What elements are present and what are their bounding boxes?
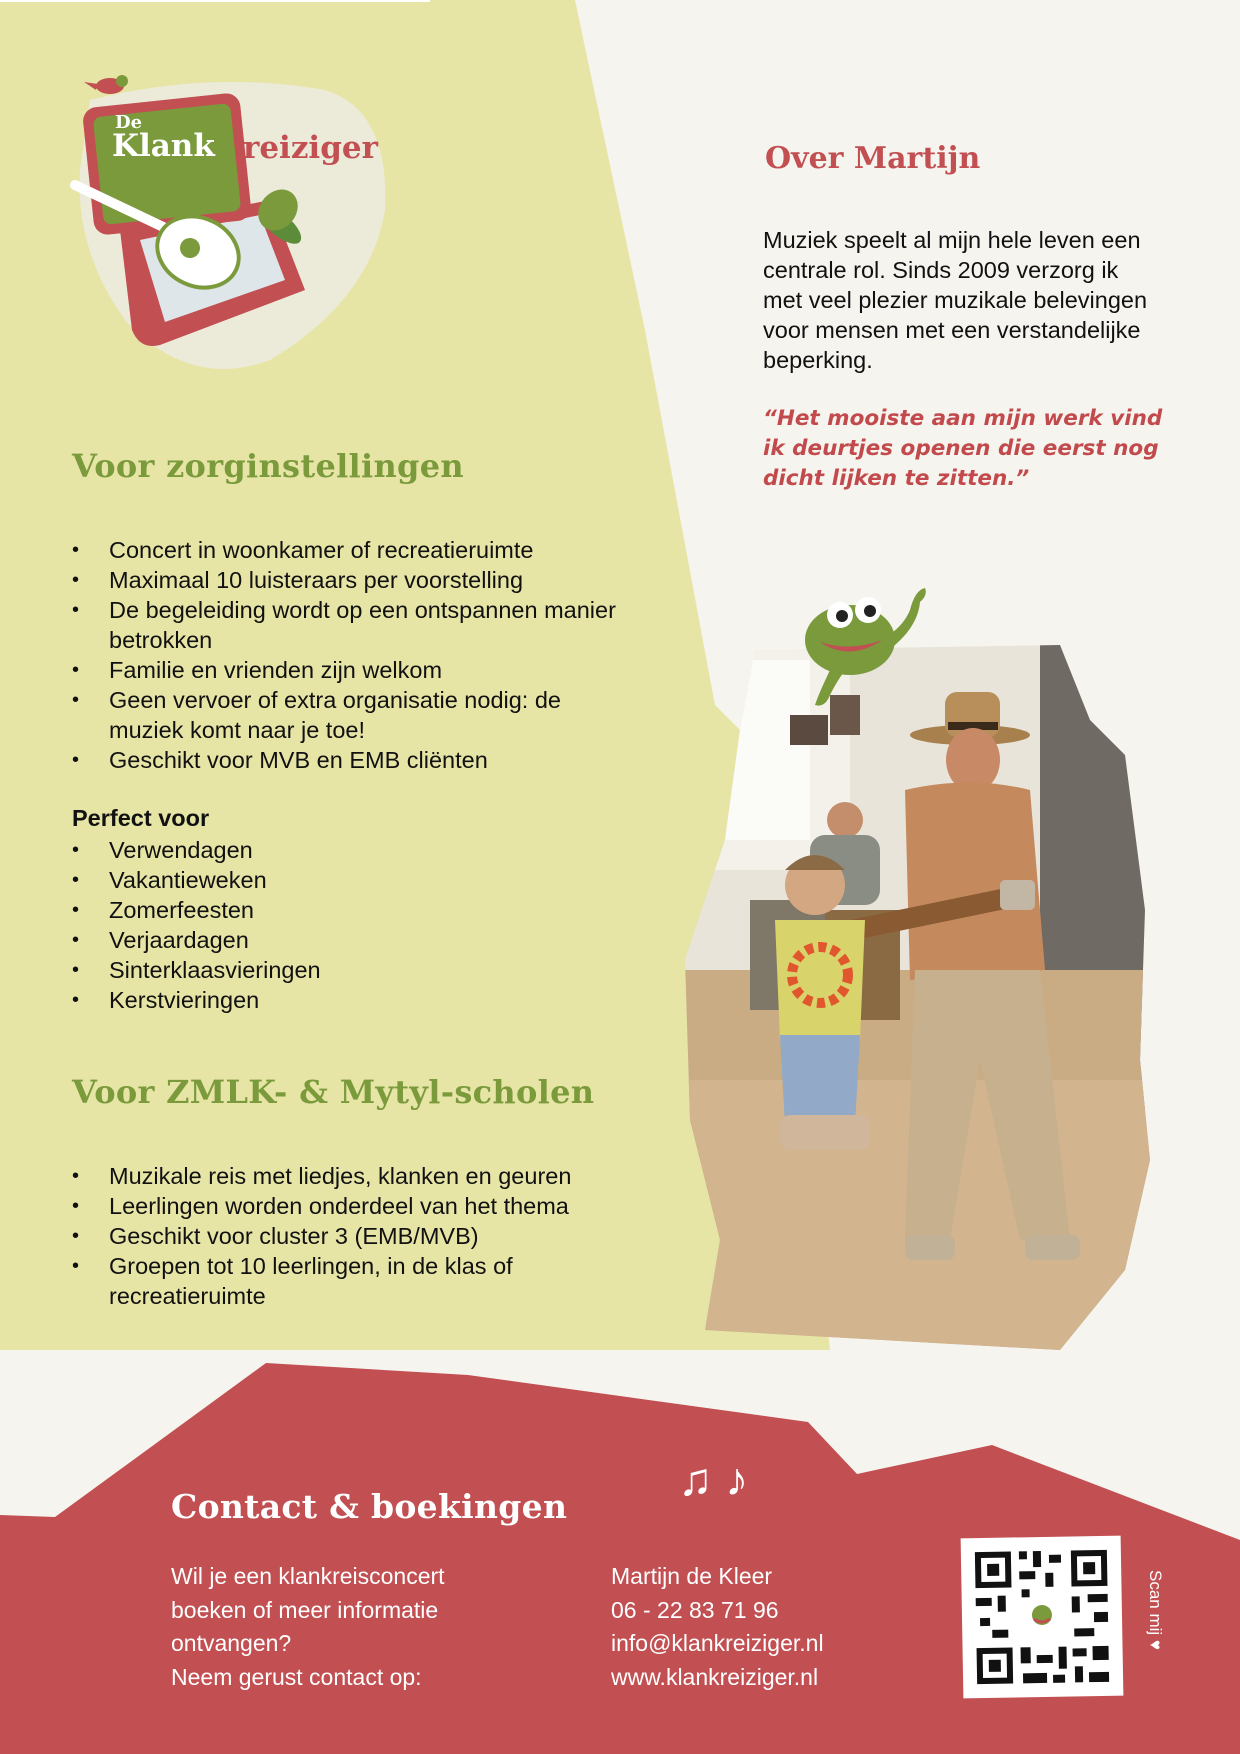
list-item: • Maximaal 10 luisteraars per voorstelling: [72, 565, 622, 595]
about-body: Muziek speelt al mijn hele leven een centrale rol. Sinds 2009 verzorg ik met veel plezier muzikale belevingen voor mensen met een verstandelijke beperking.: [763, 227, 1148, 373]
list-item: • Groepen tot 10 leerlingen, in de klas of recreatieruimte: [72, 1251, 612, 1311]
list-item: • Geschikt voor MVB en EMB cliënten: [72, 745, 622, 775]
list-item: • Kerstvieringen: [72, 985, 472, 1015]
contact-website[interactable]: www.klankreiziger.nl: [611, 1663, 819, 1690]
contact-intro-line: Wil je een klankreisconcert: [171, 1563, 445, 1589]
logo-word-reiziger: reiziger: [243, 130, 378, 166]
frog-icon: [800, 580, 930, 710]
about-quote: “Het mooiste aan mijn werk vind ik deurtjes openen die eerst nog dicht lijken te zitten.”: [763, 406, 1163, 491]
logo-word-klank: Klank: [112, 128, 215, 164]
about-title: Over Martijn: [765, 141, 981, 176]
list-item: • Geen vervoer of extra organisatie nodig: de muziek komt naar je toe!: [72, 685, 622, 745]
list-item: • Verwendagen: [72, 835, 472, 865]
list-item: • Vakantieweken: [72, 865, 472, 895]
list-item: • De begeleiding wordt op een ontspannen manier betrokken: [72, 595, 622, 655]
music-notes-icon: ♫ ♪: [678, 1453, 749, 1505]
contact-intro-line: boeken of meer informatie: [171, 1596, 439, 1623]
contact-title: Contact & boekingen: [171, 1487, 568, 1526]
schools-title: Voor ZMLK- & Mytyl-scholen: [72, 1073, 595, 1111]
perfect-list: [72, 835, 472, 1015]
qr-code-icon[interactable]: [961, 1536, 1124, 1699]
list-item: • Verjaardagen: [72, 925, 472, 955]
list-item: • Concert in woonkamer of recreatieruimte: [72, 535, 622, 565]
perfect-title: Perfect voor: [72, 805, 210, 831]
photo-musician-with-guitar: [680, 640, 1150, 1360]
contact-email[interactable]: info@klankreiziger.nl: [611, 1630, 824, 1656]
care-list: [72, 535, 622, 775]
list-item: • Muzikale reis met liedjes, klanken en geuren: [72, 1161, 612, 1191]
logo-word-de: De: [115, 112, 143, 133]
contact-intro-line: Neem gerust contact op:: [171, 1663, 422, 1690]
contact-details: [611, 1560, 911, 1694]
bird-icon: [84, 75, 128, 94]
contact-intro: [171, 1560, 551, 1694]
list-item: • Geschikt voor cluster 3 (EMB/MVB): [72, 1221, 612, 1251]
scan-label: Scan mij ♥: [1146, 1570, 1165, 1651]
care-title: Voor zorginstellingen: [72, 447, 464, 485]
list-item: • Leerlingen worden onderdeel van het thema: [72, 1191, 612, 1221]
list-item: • Zomerfeesten: [72, 895, 472, 925]
contact-intro-line: ontvangen?: [171, 1630, 292, 1656]
logo: [70, 70, 400, 370]
contact-name: Martijn de Kleer: [611, 1563, 773, 1589]
list-item: • Sinterklaasvieringen: [72, 955, 472, 985]
schools-list: [72, 1161, 612, 1311]
list-item: • Familie en vrienden zijn welkom: [72, 655, 622, 685]
contact-phone[interactable]: 06 - 22 83 71 96: [611, 1596, 779, 1623]
